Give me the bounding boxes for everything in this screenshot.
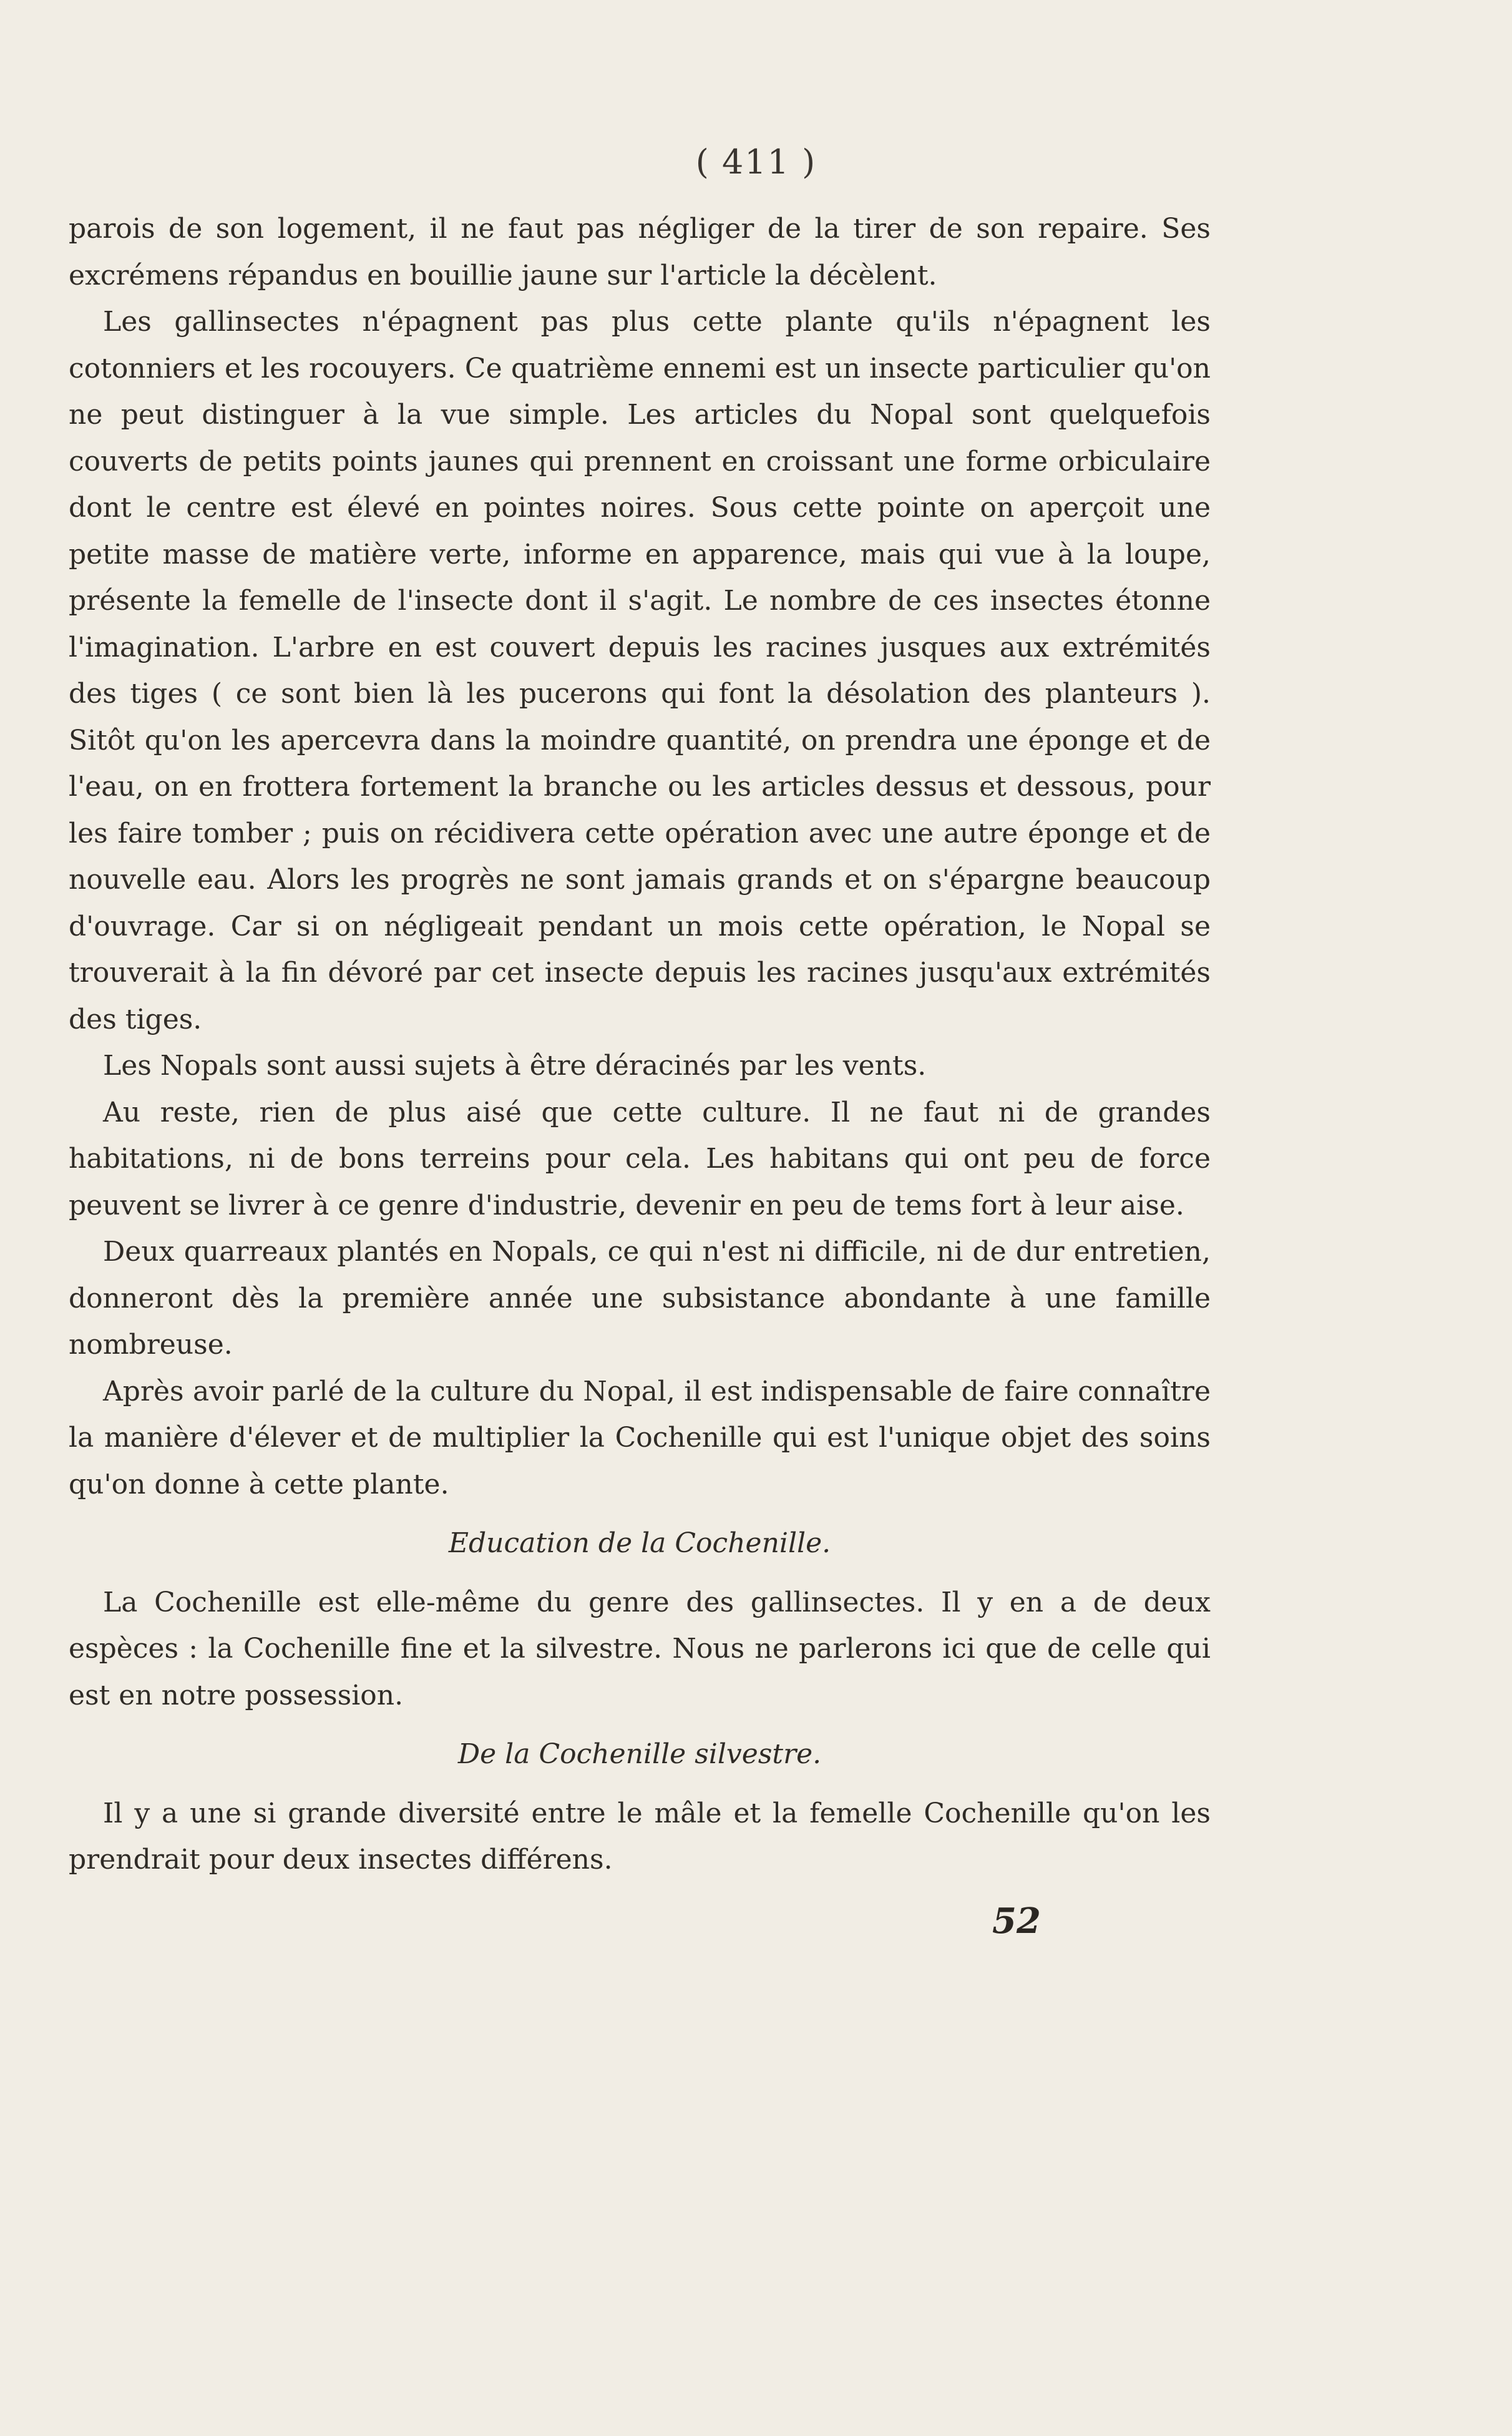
paragraph-quarreaux: Deux quarreaux plantés en Nopals, ce qui n'est ni difficile, ni de dur entretien, donneront dès la première année une subsistance abondante à une famille nombreuse. [69,1236,1211,1361]
paragraph-gallinsectes: Les gallinsectes n'épagnent pas plus cette plante qu'ils n'épagnent les cotonniers et les rocouyers. Ce quatrième ennemi est un insecte particulier qu'on ne peut distinguer à la vue simple. Les articles du Nopal sont quelquefois couverts de petits points jaunes qui prennent en croissant une forme orbiculaire dont le centre est élevé en pointes noires. Sous cette pointe on aperçoit une petite masse de matière verte, informe en apparence, mais qui vue à la loupe, présente la femelle de l'insecte dont il s'agit. Le nombre de ces insectes étonne l'imagination. L'arbre en est couvert depuis les racines jusques aux extrémités des tiges ( ce sont bien là les pucerons qui font la désolation des planteurs ). Sitôt qu'on les apercevra dans la moindre quantité, on prendra une éponge et de l'eau, on en frottera fortement la branche ou les articles dessus et dessous, pour les faire tomber ; puis on récidivera cette opération avec une autre éponge et de nouvelle eau. Alors les progrès ne sont jamais grands et on s'épargne beaucoup d'ouvrage. Car si on négligeait pendant un mois cette opération, le Nopal se trouverait à la fin dévoré par cet insecte depuis les racines jusqu'aux extrémités des tiges. [69,306,1211,1035]
paragraph-male-female: Il y a une si grande diversité entre le mâle et la femelle Cochenille qu'on les prendrait pour deux insectes différens. [69,1797,1211,1876]
paragraph-vents: Les Nopals sont aussi sujets à être déracinés par les vents. [103,1050,927,1082]
paragraph-transition: Après avoir parlé de la culture du Nopal, il est indispensable de faire connaître la manière d'élever et de multiplier la Cochenille qui est l'unique objet des soins qu'on donne à cette plante. [69,1375,1211,1500]
section-heading-education: Education de la Cochenille. [448,1527,831,1559]
paragraph-cochenille-species: La Cochenille est elle-même du genre des gallinsectes. Il y en a de deux espèces : la Cochenille fine et la silvestre. Nous ne parlerons ici que de celle qui est en notre possession. [69,1586,1211,1711]
paragraph-culture: Au reste, rien de plus aisé que cette culture. Il ne faut ni de grandes habitations, ni de bons terreins pour cela. Les habitans qui ont peu de force peuvent se livrer à ce genre d'industrie, devenir en peu de tems fort à leur aise. [69,1096,1211,1221]
signature-mark: 52 [992,1900,1041,1942]
section-heading-silvestre: De la Cochenille silvestre. [457,1738,822,1770]
paragraph-continuation: parois de son logement, il ne faut pas négliger de la tirer de son repaire. Ses excrémens répandus en bouillie jaune sur l'article la décèlent. [69,213,1211,291]
body-text [69,206,1211,1884]
page-number: ( 411 ) [695,142,817,182]
